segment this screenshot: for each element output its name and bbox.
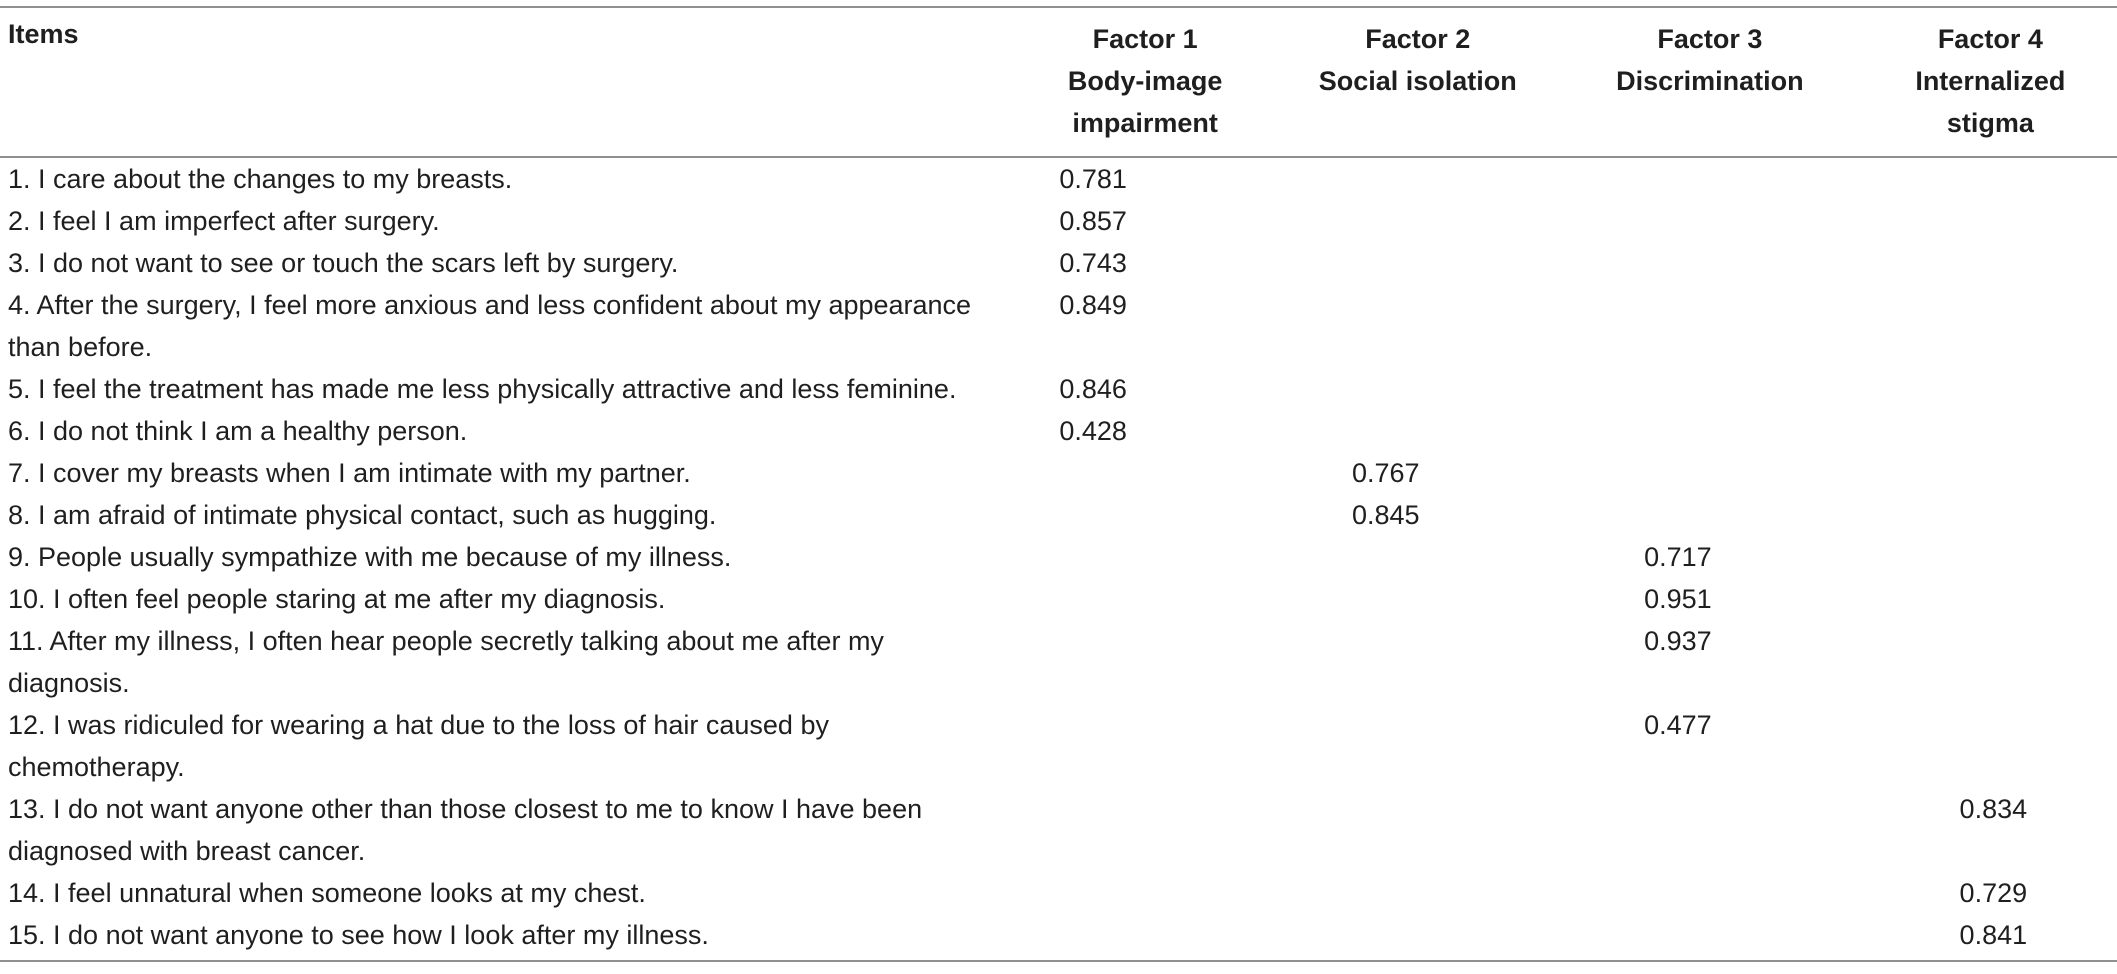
item-text: 10. I often feel people staring at me after my diagnosis.	[8, 584, 666, 614]
table-row	[0, 242, 2117, 284]
factor-3-loading: 0.717	[1644, 542, 1712, 572]
factor-3-loading	[1556, 494, 1864, 536]
item-text: 3. I do not want to see or touch the scars left by surgery.	[8, 248, 679, 278]
header-factor-2-line-2: Social isolation	[1318, 66, 1517, 96]
factor-4-loading: 0.834	[1959, 794, 2028, 824]
item-text: 14. I feel unnatural when someone looks at my chest.	[8, 878, 646, 908]
factor-2-loading	[1279, 242, 1556, 284]
item-text: 5. I feel the treatment has made me less physically attractive and less feminine.	[8, 374, 957, 404]
factor-1-loading: 0.743	[1059, 248, 1127, 278]
factor-3-loading	[1556, 242, 1864, 284]
factor-4-loading	[1864, 452, 2117, 494]
factor-1-loading: 0.846	[1059, 374, 1127, 404]
table-row	[0, 452, 2117, 494]
item-text: 12. I was ridiculed for wearing a hat due to the loss of hair caused by chemotherapy.	[8, 710, 829, 782]
factor-3-loading	[1556, 410, 1864, 452]
header-factor-1-line-3: impairment	[1072, 108, 1218, 138]
factor-1-loading	[1011, 620, 1280, 704]
factor-1-loading	[1011, 494, 1280, 536]
table-row	[0, 578, 2117, 620]
factor-2-loading	[1279, 578, 1556, 620]
factor-4-loading: 0.841	[1864, 914, 2117, 961]
table-row	[0, 788, 2117, 872]
factor-4-loading	[1864, 242, 2117, 284]
item-text: 13. I do not want anyone other than those closest to me to know I have been diagnosed with breast cancer.	[8, 794, 923, 866]
table-row	[0, 494, 2117, 536]
table-row	[0, 410, 2117, 452]
header-factor-1-line-1: Factor 1	[1092, 24, 1198, 54]
header-row	[0, 7, 2117, 157]
header-factor-1	[1011, 7, 1280, 157]
table-row	[0, 157, 2117, 200]
factor-1-loading	[1011, 788, 1280, 872]
factor-2-loading	[1279, 200, 1556, 242]
header-items: Items	[0, 7, 1011, 157]
item-text: 6. I do not think I am a healthy person.	[8, 416, 468, 446]
factor-2-loading	[1279, 704, 1556, 788]
factor-3-loading	[1556, 788, 1864, 872]
table-body	[0, 157, 2117, 961]
header-factor-3-line-2: Discrimination	[1616, 66, 1804, 96]
factor-1-loading	[1011, 914, 1280, 961]
factor-2-loading	[1279, 536, 1556, 578]
factor-4-loading	[1864, 704, 2117, 788]
table-row	[0, 704, 2117, 788]
header-factor-4	[1864, 7, 2117, 157]
item-text: 9. People usually sympathize with me because of my illness.	[8, 542, 732, 572]
header-factor-4-line-1: Factor 4	[1937, 24, 2043, 54]
factor-3-loading	[1556, 284, 1864, 368]
factor-3-loading: 0.951	[1644, 584, 1712, 614]
factor-4-loading	[1864, 410, 2117, 452]
factor-1-loading	[1011, 536, 1280, 578]
header-factor-1-line-2: Body-image	[1067, 66, 1223, 96]
table-row	[0, 368, 2117, 410]
table-row	[0, 914, 2117, 961]
table-row	[0, 200, 2117, 242]
item-text: 1. I care about the changes to my breasts.	[8, 164, 513, 194]
factor-2-loading	[1279, 284, 1556, 368]
factor-1-loading: 0.781	[1059, 164, 1127, 194]
table-row	[0, 536, 2117, 578]
factor-1-loading	[1011, 704, 1280, 788]
factor-3-loading	[1556, 368, 1864, 410]
header-factor-4-line-3: stigma	[1946, 108, 2034, 138]
factor-3-loading: 0.477	[1644, 710, 1712, 740]
factor-2-loading	[1279, 872, 1556, 914]
factor-4-loading	[1864, 284, 2117, 368]
factor-4-loading	[1864, 157, 2117, 200]
table-header	[0, 7, 2117, 157]
item-text: 7. I cover my breasts when I am intimate with my partner.	[8, 458, 691, 488]
factor-4-loading	[1864, 578, 2117, 620]
factor-2-loading: 0.845	[1351, 500, 1420, 530]
factor-2-loading: 0.767	[1351, 458, 1420, 488]
factor-1-loading	[1011, 578, 1280, 620]
header-factor-3	[1556, 7, 1864, 157]
factor-3-loading	[1556, 157, 1864, 200]
factor-1-loading: 0.849	[1059, 290, 1127, 320]
factor-2-loading	[1279, 788, 1556, 872]
table-row	[0, 872, 2117, 914]
factor-2-loading	[1279, 368, 1556, 410]
factor-loadings-table	[0, 6, 2117, 962]
factor-2-loading	[1279, 914, 1556, 961]
factor-2-loading	[1279, 410, 1556, 452]
item-text: 2. I feel I am imperfect after surgery.	[8, 206, 440, 236]
factor-4-loading	[1864, 200, 2117, 242]
factor-2-loading	[1279, 620, 1556, 704]
header-factor-2	[1279, 7, 1556, 157]
factor-3-loading	[1556, 200, 1864, 242]
factor-2-loading	[1279, 157, 1556, 200]
factor-4-loading: 0.729	[1959, 878, 2028, 908]
factor-1-loading	[1011, 872, 1280, 914]
factor-4-loading	[1864, 620, 2117, 704]
factor-1-loading: 0.857	[1059, 206, 1127, 236]
item-text: 11. After my illness, I often hear people secretly talking about me after my diagnosis.	[8, 626, 884, 698]
item-text: 4. After the surgery, I feel more anxious and less confident about my appearance than before.	[8, 290, 972, 362]
factor-3-loading	[1556, 914, 1864, 961]
factor-4-loading	[1864, 536, 2117, 578]
factor-3-loading	[1556, 872, 1864, 914]
factor-4-loading	[1864, 494, 2117, 536]
item-text: 8. I am afraid of intimate physical contact, such as hugging.	[8, 500, 717, 530]
factor-3-loading: 0.937	[1644, 626, 1712, 656]
table-row	[0, 284, 2117, 368]
factor-4-loading	[1864, 368, 2117, 410]
item-text: 15. I do not want anyone to see how I look after my illness.	[0, 914, 1011, 961]
factor-1-loading	[1011, 452, 1280, 494]
factor-1-loading: 0.428	[1059, 416, 1127, 446]
header-factor-3-line-1: Factor 3	[1657, 24, 1763, 54]
table-row	[0, 620, 2117, 704]
factor-3-loading	[1556, 452, 1864, 494]
header-factor-2-line-1: Factor 2	[1365, 24, 1471, 54]
header-factor-4-line-2: Internalized	[1915, 66, 2066, 96]
